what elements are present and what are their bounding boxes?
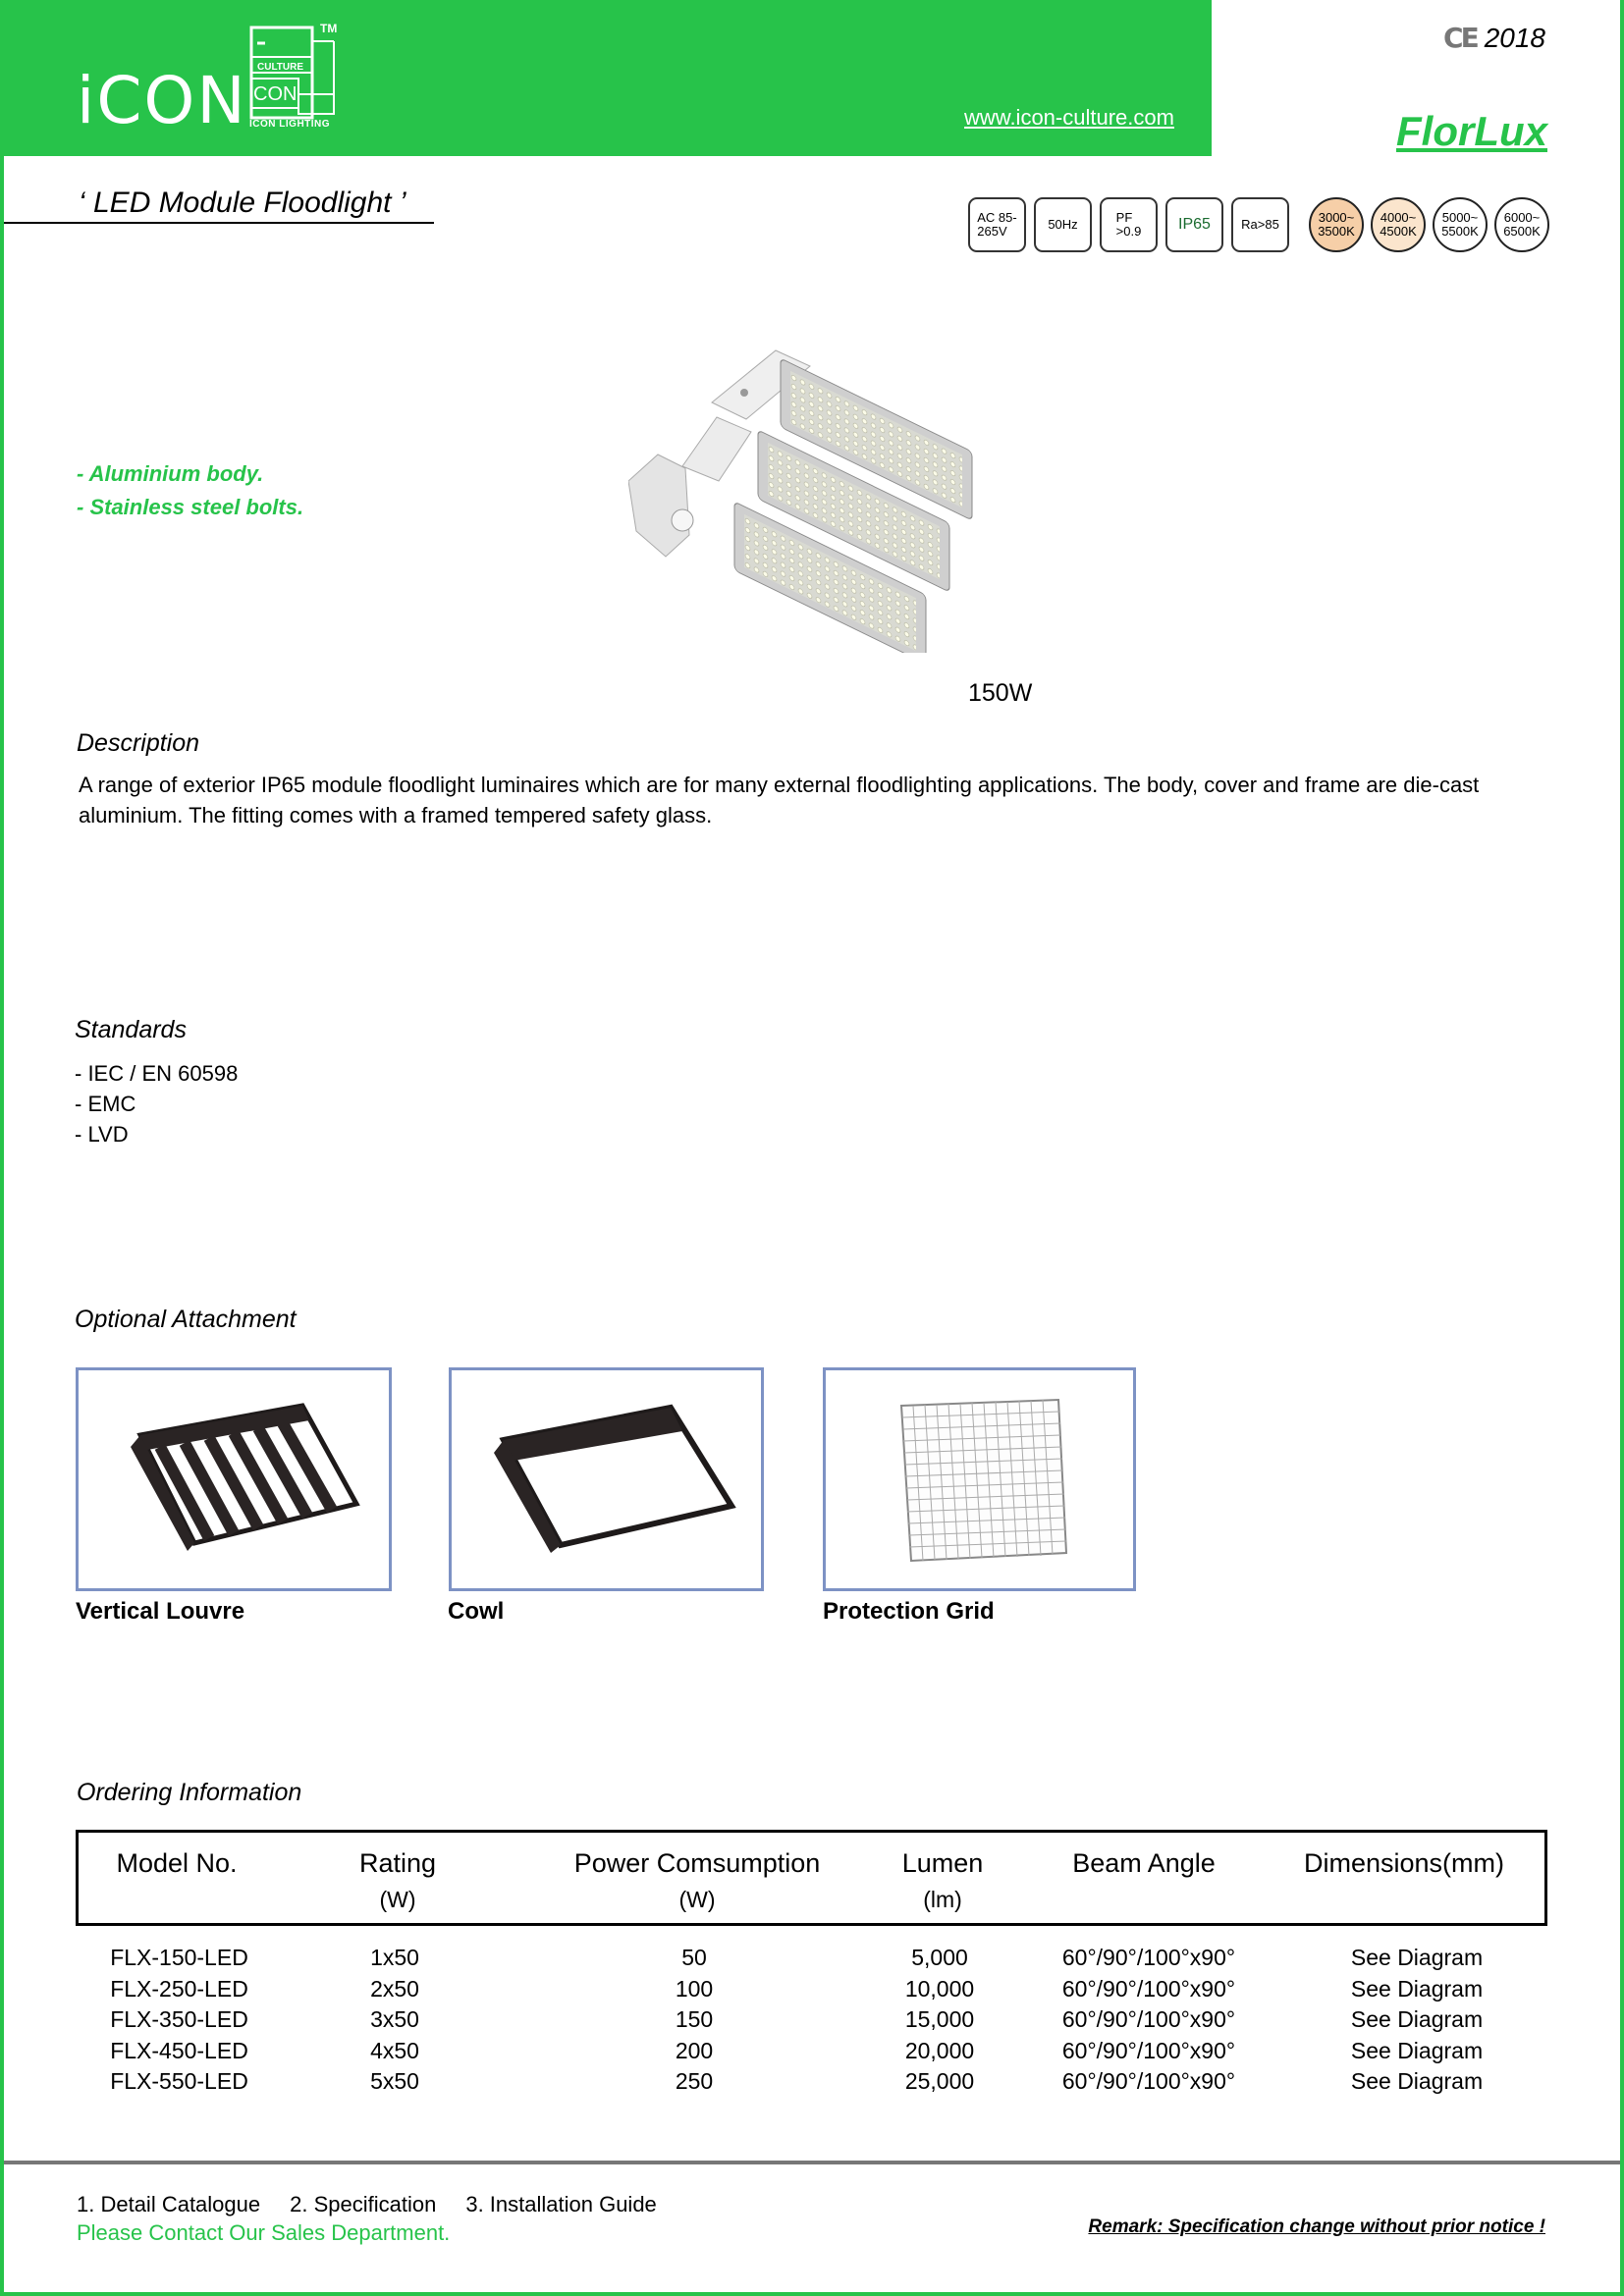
cell-rating: 1x50 [370,1945,419,1970]
standards-heading: Standards [75,1016,187,1043]
cell-beam-angle: 60°/90°/100°x90° [1061,1945,1236,1970]
color-temperature-badges [1309,197,1549,252]
column-header-lumen: Lumen (lm) [901,1848,984,1912]
protection-grid-image [823,1367,1136,1591]
cowl-icon [474,1396,739,1563]
cell-power: 200 [675,2037,714,2063]
cell-model: FLX-450-LED [110,2037,248,2063]
cell-dimensions: See Diagram [1350,2068,1484,2094]
cell-model: FLX-150-LED [110,1945,248,1970]
standards-list [75,1058,238,1149]
table-row [0,2006,1624,2038]
feature-item: - Aluminium body. [77,461,264,486]
cell-lumen: 15,000 [904,2006,975,2032]
cell-rating: 2x50 [370,1975,419,2002]
cell-model: FLX-350-LED [110,2006,248,2032]
wattage-label: 150W [968,679,1033,707]
color-temp-5000k-badge: 5000~ 5500K [1433,197,1488,252]
feature-item: - Stainless steel bolts. [77,495,304,519]
floodlight-product-image [628,339,1021,653]
website-link[interactable]: www.icon-culture.com [964,105,1174,130]
description-heading: Description [77,729,200,757]
color-temp-6000k-badge: 6000~ 6500K [1494,197,1549,252]
description-text: A range of exterior IP65 module floodlight luminaires which are for many external floodlighting applications. The body, cover and frame are die-cast aluminium. The fitting comes with a framed tempered safety glass. [79,773,1480,828]
table-row [0,2038,1624,2069]
cell-rating: 3x50 [370,2006,419,2032]
footer-links [77,2192,657,2217]
column-header-rating: Rating (W) [358,1848,437,1912]
standard-item: - EMC [75,1092,136,1116]
header-band [0,0,1212,156]
feature-list [77,457,303,524]
logo-mark-icon [245,22,344,130]
footer-divider [4,2161,1620,2164]
standard-item: - IEC / EN 60598 [75,1061,239,1086]
year-label: 2018 [1484,22,1545,53]
column-header-power: Power Comsumption (W) [573,1848,821,1912]
cowl-image [449,1367,764,1591]
cri-badge: Ra>85 [1231,197,1289,252]
table-row [0,1945,1624,1976]
cell-beam-angle: 60°/90°/100°x90° [1061,2037,1236,2063]
cell-lumen: 20,000 [904,2037,975,2063]
ordering-table-header [76,1830,1547,1926]
table-row [0,2068,1624,2100]
contact-note: Please Contact Our Sales Department. [77,2220,451,2245]
trademark-label: TM [320,22,338,35]
protection-grid-icon [882,1386,1078,1573]
column-header-model: Model No. [116,1848,238,1878]
voltage-badge: AC 85- 265V [968,197,1026,252]
logo-subtitle: ICON LIGHTING [249,119,331,130]
remark-note: Remark: Specification change without prior notice ! [1088,2216,1545,2237]
color-temp-4000k-badge: 4000~ 4500K [1371,197,1426,252]
cell-model: FLX-250-LED [110,1975,248,2002]
cell-power: 250 [675,2068,714,2094]
cell-lumen: 10,000 [904,1975,975,2002]
ip-rating-badge: IP65 [1165,197,1223,252]
cell-rating: 4x50 [370,2037,419,2063]
column-header-beam-angle: Beam Angle [1072,1848,1216,1878]
attachment-label: Protection Grid [823,1598,995,1625]
column-header-dimensions: Dimensions(mm) [1303,1848,1505,1878]
cell-beam-angle: 60°/90°/100°x90° [1061,2006,1236,2032]
color-temp-3000k-badge: 3000~ 3500K [1309,197,1364,252]
vertical-louvre-icon [101,1396,366,1563]
product-title: ‘ LED Module Floodlight ’ [4,187,434,224]
attachment-heading: Optional Attachment [75,1306,297,1333]
cell-beam-angle: 60°/90°/100°x90° [1061,2068,1236,2094]
logo-mark-top-text: CULTURE [257,62,304,73]
certification-year [1443,22,1545,54]
cell-model: FLX-550-LED [110,2068,248,2094]
cell-lumen: 25,000 [904,2068,975,2094]
detail-catalogue-link[interactable]: 1. Detail Catalogue [77,2192,261,2216]
attachment-label: Cowl [448,1598,505,1625]
logo-text: iCON [77,63,247,138]
installation-guide-link[interactable]: 3. Installation Guide [465,2192,657,2216]
cell-beam-angle: 60°/90°/100°x90° [1061,1975,1236,2002]
cell-dimensions: See Diagram [1350,1975,1484,2002]
standard-item: - LVD [75,1122,129,1147]
table-row [0,1976,1624,2007]
vertical-louvre-image [76,1367,392,1591]
cell-power: 100 [675,1975,714,2002]
frequency-badge: 50Hz [1034,197,1092,252]
attachment-label: Vertical Louvre [76,1598,245,1625]
cell-power: 150 [675,2006,714,2032]
specification-link[interactable]: 2. Specification [290,2192,437,2216]
cell-dimensions: See Diagram [1350,2006,1484,2032]
spec-badges [968,197,1549,252]
cell-dimensions: See Diagram [1350,2037,1484,2063]
brand-name: FlorLux [1396,108,1547,154]
cell-dimensions: See Diagram [1350,1945,1484,1970]
ce-mark-icon: CE [1443,22,1477,54]
power-factor-badge: PF >0.9 [1100,197,1158,252]
logo-mark-bottom-text: CON [253,83,298,105]
cell-rating: 5x50 [370,2068,419,2094]
cell-lumen: 5,000 [911,1945,968,1970]
ordering-heading: Ordering Information [77,1779,302,1806]
cell-power: 50 [681,1945,707,1970]
